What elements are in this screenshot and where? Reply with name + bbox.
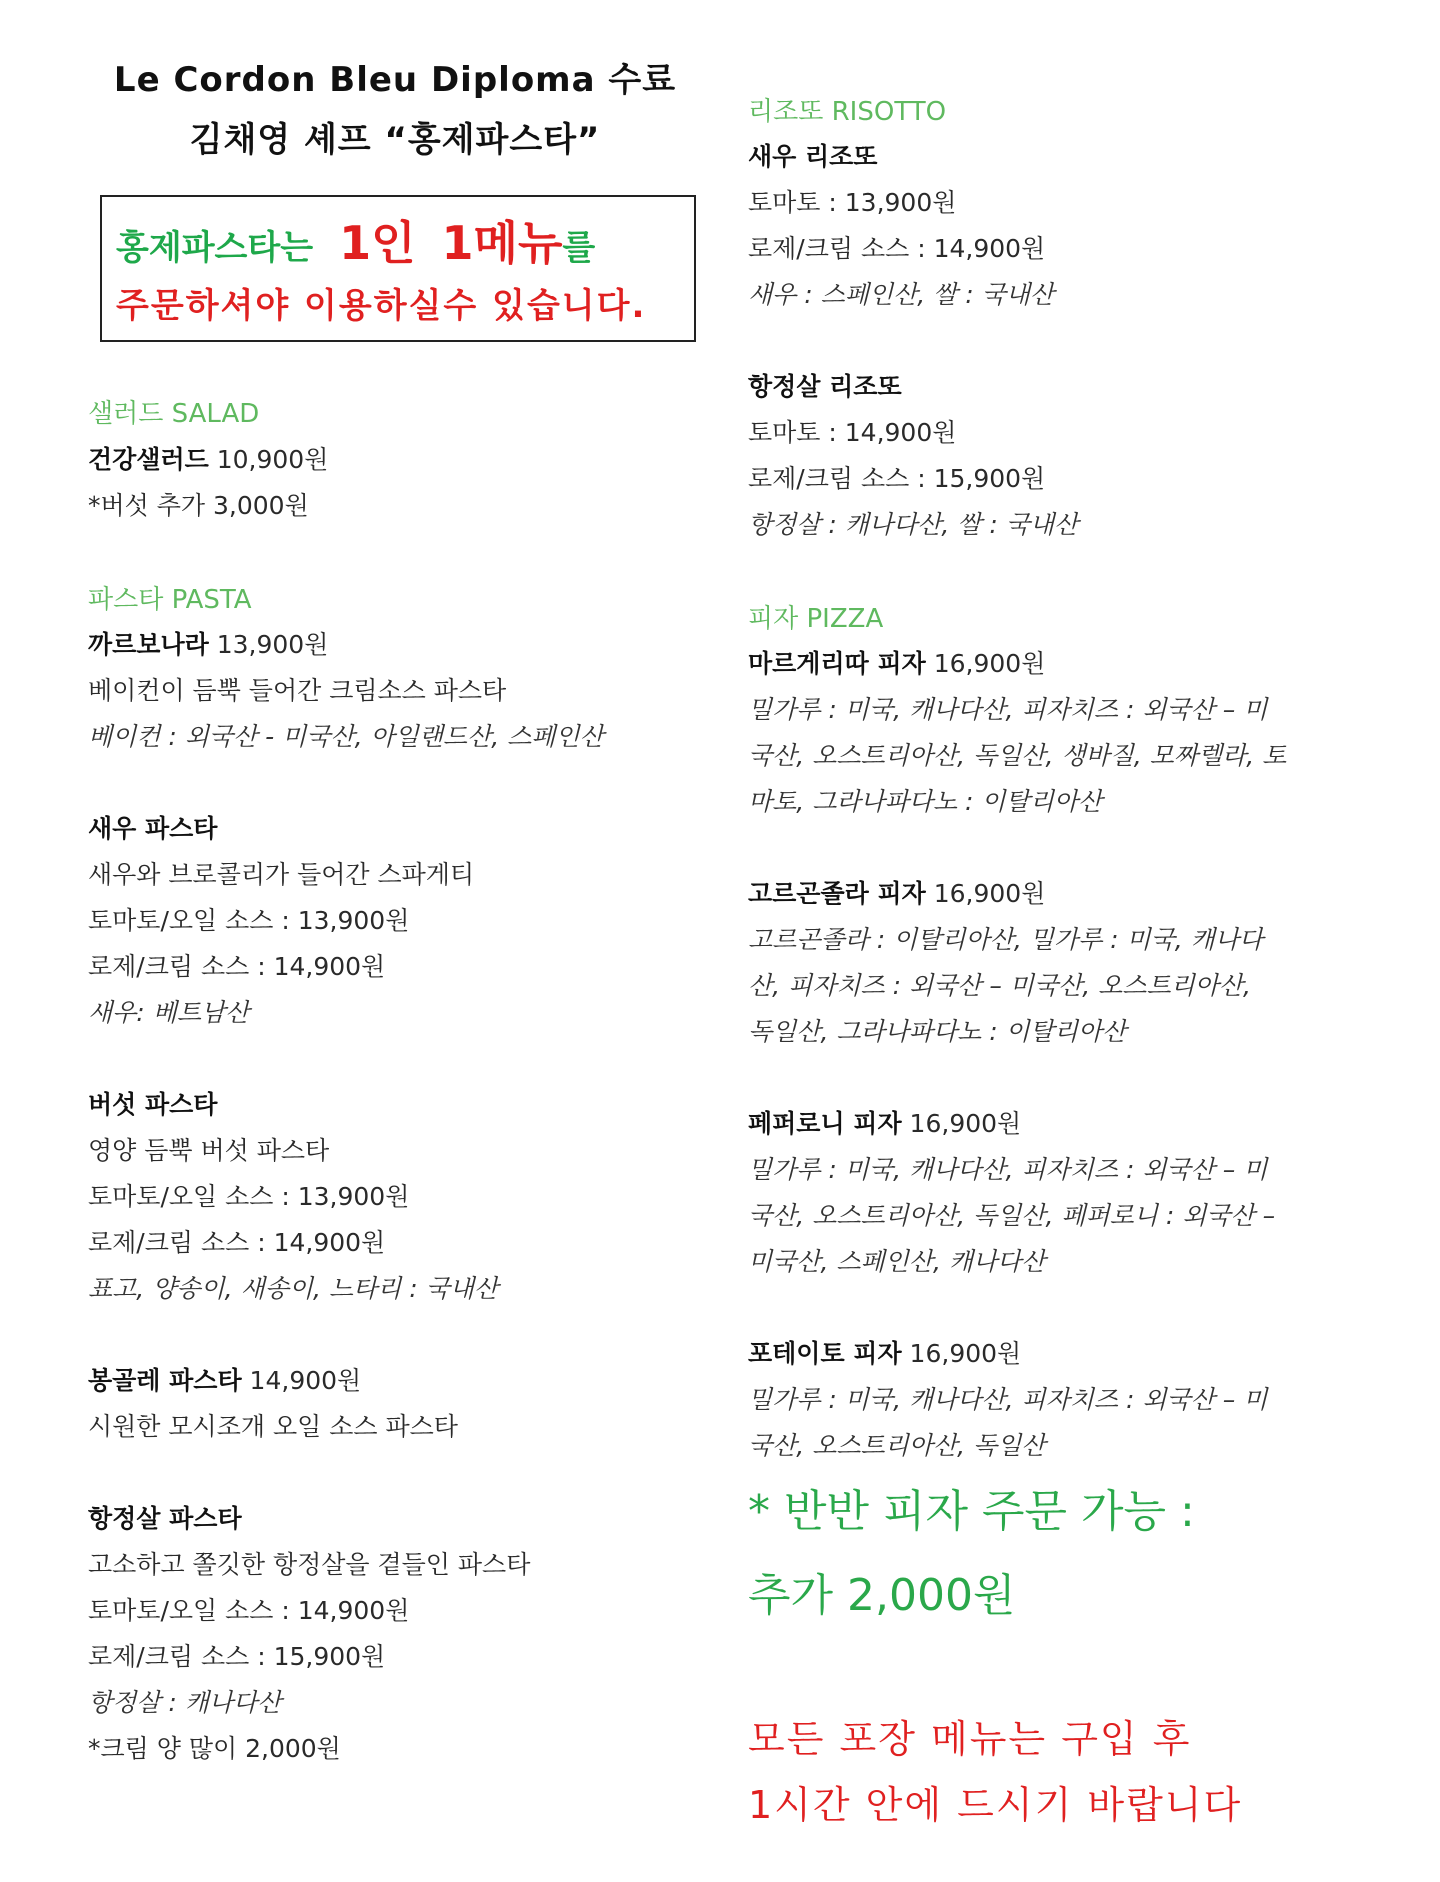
potato-origin-line1: 밀가루 : 미국, 캐나다산, 피자치즈 : 외국산 – 미 xyxy=(748,1385,1268,1414)
margherita-origin-line2: 국산, 오스트리아산, 독일산, 생바질, 모짜렐라, 토 xyxy=(748,741,1287,770)
mushroom-pasta-rose-price: 로제/크림 소스 : 14,900원 xyxy=(88,1228,386,1257)
shrimp-risotto-origin: 새우 : 스페인산, 쌀 : 국내산 xyxy=(748,280,1055,309)
notice-line1: 홍제파스타는 1인 1메뉴를 xyxy=(116,216,596,270)
shrimp-pasta-tomato-price: 토마토/오일 소스 : 13,900원 xyxy=(88,906,410,935)
mushroom-pasta-tomato-price: 토마토/오일 소스 : 13,900원 xyxy=(88,1182,410,1211)
salad-addon: *버섯 추가 3,000원 xyxy=(88,491,309,520)
jowl-risotto-origin: 항정살 : 캐나다산, 쌀 : 국내산 xyxy=(748,510,1079,539)
gorgonzola-origin-line3: 독일산, 그라나파다노 : 이탈리아산 xyxy=(748,1017,1127,1046)
header-chef-line: 김채영 셰프 “홍제파스타” xyxy=(189,120,601,160)
menu-item-shrimp-pasta: 새우 파스타 xyxy=(88,814,218,843)
jowl-pasta-origin: 항정살 : 캐나다산 xyxy=(88,1688,282,1717)
menu-item-carbonara: 까르보나라 13,900원 xyxy=(88,630,329,659)
menu-item-gorgonzola: 고르곤졸라 피자 16,900원 xyxy=(748,879,1046,908)
restaurant-header xyxy=(100,50,690,170)
mushroom-pasta-origin: 표고, 양송이, 새송이, 느타리 : 국내산 xyxy=(88,1274,499,1303)
margherita-origin-line1: 밀가루 : 미국, 캐나다산, 피자치즈 : 외국산 – 미 xyxy=(748,695,1268,724)
carbonara-origin: 베이컨 : 외국산 - 미국산, 아일랜드산, 스페인산 xyxy=(88,722,604,751)
menu-item-pepperoni: 페퍼로니 피자 16,900원 xyxy=(748,1109,1022,1138)
jowl-risotto-tomato-price: 토마토 : 14,900원 xyxy=(748,418,957,447)
shrimp-pasta-rose-price: 로제/크림 소스 : 14,900원 xyxy=(88,952,386,981)
jowl-pasta-addon: *크림 양 많이 2,000원 xyxy=(88,1734,341,1763)
gorgonzola-origin-line1: 고르곤졸라 : 이탈리아산, 밀가루 : 미국, 캐나다 xyxy=(748,925,1264,954)
notice-line2: 주문하셔야 이용하실수 있습니다. xyxy=(116,286,647,326)
vongole-description: 시원한 모시조개 오일 소스 파스타 xyxy=(88,1412,458,1441)
mushroom-pasta-description: 영양 듬뿍 버섯 파스타 xyxy=(88,1136,330,1165)
shrimp-risotto-tomato-price: 토마토 : 13,900원 xyxy=(748,188,957,217)
margherita-origin-line3: 마토, 그라나파다노 : 이탈리아산 xyxy=(748,787,1103,816)
pepperoni-origin-line1: 밀가루 : 미국, 캐나다산, 피자치즈 : 외국산 – 미 xyxy=(748,1155,1268,1184)
section-title-salad: 샐러드 SALAD xyxy=(88,399,260,429)
notice-highlight-1: 1인 xyxy=(339,216,416,270)
gorgonzola-origin-line2: 산, 피자치즈 : 외국산 – 미국산, 오스트리아산, xyxy=(748,971,1251,1000)
menu-item-jowl-pasta: 항정살 파스타 xyxy=(88,1504,242,1533)
jowl-pasta-rose-price: 로제/크림 소스 : 15,900원 xyxy=(88,1642,386,1671)
jowl-pasta-tomato-price: 토마토/오일 소스 : 14,900원 xyxy=(88,1596,410,1625)
menu-item-margherita: 마르게리따 피자 16,900원 xyxy=(748,649,1046,678)
shrimp-risotto-rose-price: 로제/크림 소스 : 14,900원 xyxy=(748,234,1046,263)
half-half-pizza-note-line2: 추가 2,000원 xyxy=(748,1570,1016,1621)
carbonara-description: 베이컨이 듬뿍 들어간 크림소스 파스타 xyxy=(88,676,507,705)
menu-item-shrimp-risotto: 새우 리조또 xyxy=(748,142,878,171)
jowl-pasta-description: 고소하고 쫄깃한 항정살을 곁들인 파스타 xyxy=(88,1550,531,1579)
menu-item-potato: 포테이토 피자 16,900원 xyxy=(748,1339,1022,1368)
one-menu-notice xyxy=(100,195,696,342)
takeout-warning-line2: 1시간 안에 드시기 바랍니다 xyxy=(748,1783,1243,1827)
takeout-warning-line1: 모든 포장 메뉴는 구입 후 xyxy=(748,1717,1192,1761)
menu-item-vongole: 봉골레 파스타 14,900원 xyxy=(88,1366,362,1395)
notice-highlight-2: 1메뉴 xyxy=(441,216,563,270)
pepperoni-origin-line3: 미국산, 스페인산, 캐나다산 xyxy=(748,1247,1046,1276)
menu-item-jowl-risotto: 항정살 리조또 xyxy=(748,372,902,401)
menu-item-mushroom-pasta: 버섯 파스타 xyxy=(88,1090,218,1119)
half-half-pizza-note-line1: * 반반 피자 주문 가능 : xyxy=(748,1486,1195,1537)
potato-origin-line2: 국산, 오스트리아산, 독일산 xyxy=(748,1431,1046,1460)
menu-item-salad: 건강샐러드 10,900원 xyxy=(88,445,329,474)
section-title-pasta: 파스타 PASTA xyxy=(88,585,252,615)
section-title-pizza: 피자 PIZZA xyxy=(748,604,884,634)
pepperoni-origin-line2: 국산, 오스트리아산, 독일산, 페퍼로니 : 외국산 – xyxy=(748,1201,1276,1230)
header-diploma-line: Le Cordon Bleu Diploma 수료 xyxy=(113,60,677,100)
section-title-risotto: 리조또 RISOTTO xyxy=(748,97,947,127)
jowl-risotto-rose-price: 로제/크림 소스 : 15,900원 xyxy=(748,464,1046,493)
shrimp-pasta-description: 새우와 브로콜리가 들어간 스파게티 xyxy=(88,860,475,889)
shrimp-pasta-origin: 새우: 베트남산 xyxy=(88,998,250,1027)
